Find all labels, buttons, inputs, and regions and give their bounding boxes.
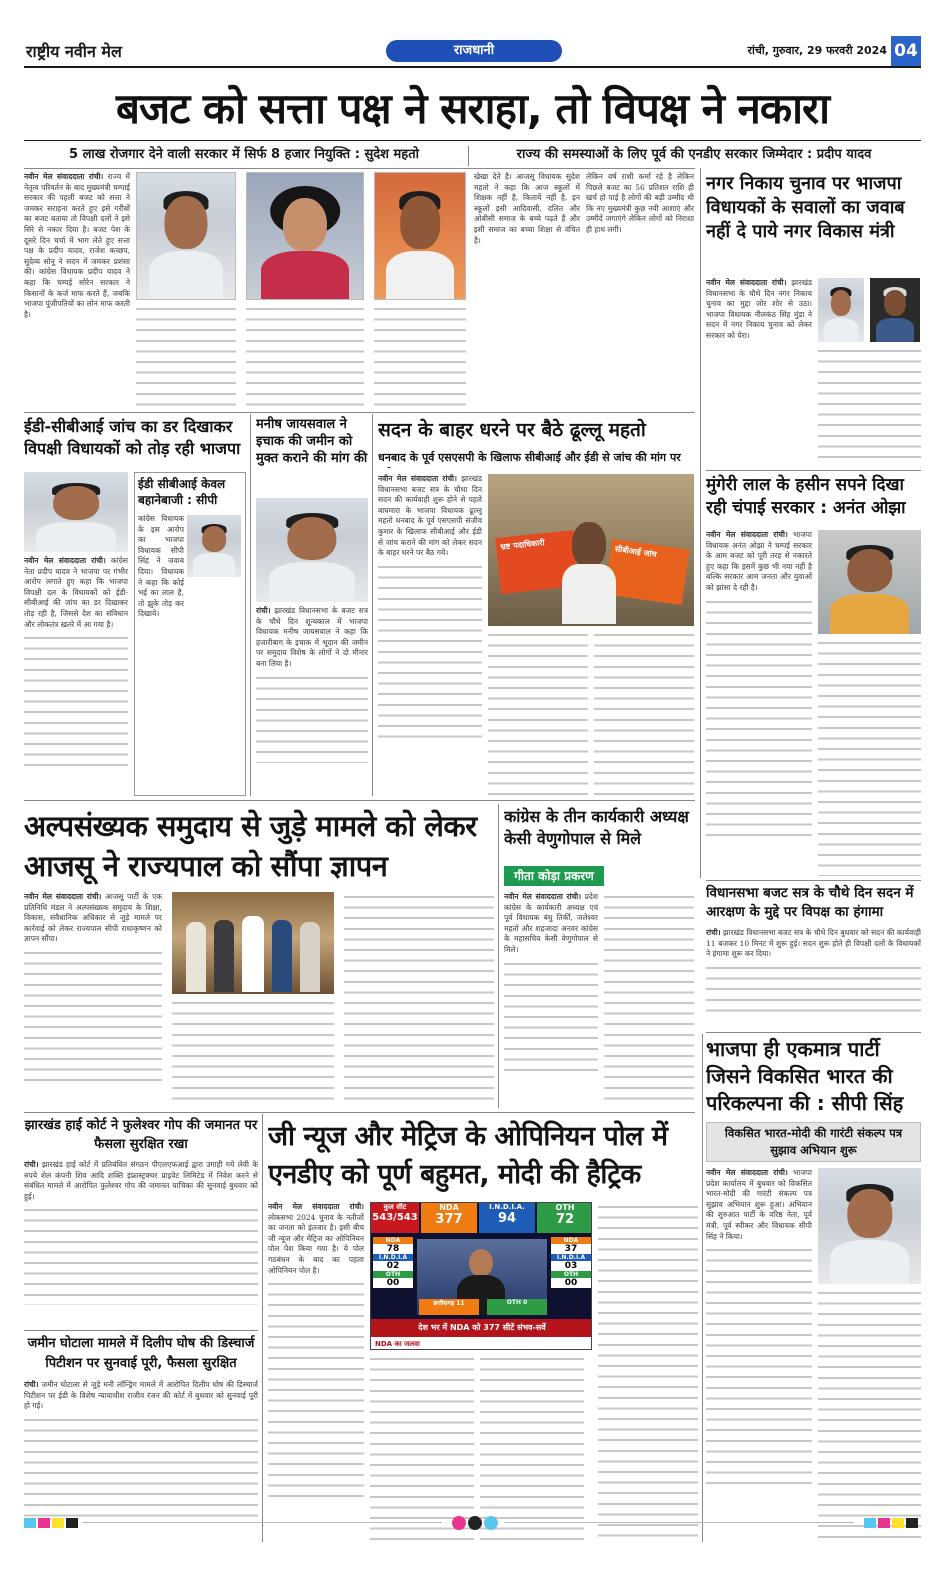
ed-body: [24, 556, 128, 796]
munger-body-2: [818, 638, 921, 876]
photo-anant-ojha: [818, 530, 921, 634]
ed-text: कांग्रेस नेता प्रदीप यादव ने भाजपा पर गंभीर आरोप लगाते हुए कहा कि भाजपा विपक्षी दल के विधायकों को ईडी-सीबीआई की जांच का डर दिखाकर तोड़ रही है, जिससे देश का संविधान और लोकतंत्र खतरे में आ गया है।: [24, 556, 128, 629]
photo-dhullu-protest: [488, 474, 694, 626]
divider: [498, 804, 499, 1108]
poll-headline: जी न्यूज और मेट्रिज के ओपिनियन पोल में एनडीए को पूर्ण बहुमत, मोदी की हैट्रिक: [268, 1121, 668, 1190]
state-seats: 03: [551, 1261, 591, 1271]
lead-headline: बजट को सत्ता पक्ष ने सराहा, तो विपक्ष ने नकारा: [115, 84, 830, 133]
nagar-body: [706, 278, 812, 466]
hc-body: [24, 1160, 258, 1326]
registration-strip: [24, 1516, 921, 1530]
congress-headline: कांग्रेस के तीन कार्यकारी अध्यक्ष केसी वेणुगोपाल से मिले: [504, 807, 689, 848]
divider: [24, 800, 695, 801]
city: रांची।: [706, 928, 721, 937]
photo-woman-legislator: [246, 172, 364, 300]
placard-right: सीबीआई जांच: [604, 539, 689, 605]
state-party: OTH: [551, 1271, 591, 1278]
ed-side-text: कांग्रेस विधायक के इस आरोप का भाजपा विधायक सीपी सिंह ने जवाब दिया। विधायक ने कहा कि कोई भई का लाल है, तो झुके तोड़ कर दिखाये।: [138, 514, 184, 619]
cp-text: भाजपा प्रदेश कार्यालय में बुधवार को विकसित भारत-मोदी की गारंटी संकल्प पत्र सुझाव अभियान शुरू हुआ। अभियान की शुरुआत पार्टी के वरिष्ठ नेता, पूर्व मंत्री, पूर्व स्पीकर और विधायक सीपी सिंह ने किया।: [706, 1168, 812, 1241]
byline: नवीन मेल संवाददाता: [504, 892, 563, 901]
minority-headline: अल्पसंख्यक समुदाय से जुड़े मामले को लेकर आजसू ने राज्यपाल को सौंपा ज्ञापन: [24, 809, 477, 883]
minority-body-3: [344, 892, 494, 1108]
oth-box: [537, 1203, 592, 1233]
byline: नवीन मेल संवाददाता: [706, 278, 768, 287]
lead-column-6: [586, 172, 694, 408]
hc-headline: झारखंड हाई कोर्ट ने फुलेश्वर गोप की जमानत पर फैसला सुरक्षित रखा: [24, 1118, 258, 1152]
mid-box-1: [419, 1299, 479, 1315]
dhullu-body-3: [594, 630, 694, 796]
minority-text: आजसू पार्टी के एक प्रतिनिधि मंडल ने अल्पसंख्यक समुदाय के शिक्षा, विकास, संवैधानिक अधिकार से जुड़े मामले पर कार्रवाई को लेकर राज्यपाल सीपी राधाकृष्णन को ज्ञापन सौंपा।: [24, 892, 162, 944]
lead-body-b: खेखा देते है। आजसू विधायक सुदेश महतो ने कहा कि आज स्कूलों में शिक्षक नहीं है, कितायें नहीं है, इन स्कूलों इसी आदिवासी, दलित और ओबीसी समाज के बच्चे पढ़ते हैं और इसी समाज का बच्चा शिक्षा से वंचित है।: [474, 172, 580, 245]
dhullu-text: झारखंड विधानसभा बजट सत्र के चौथा दिन सदन की कार्यवाही शुरू होने से पहले बाघमारा के भाजपा विधायक ढूल्लू महतो धनबाद के पूर्व एसएसपी संजीव कुमार के खिलाफ सीबीआई और ईडी से जांच कराने की मांग को लेकर सदन के बाहर धरने पर बैठ गये।: [378, 474, 482, 558]
mid-value: 11: [456, 1300, 465, 1307]
nda-value: 377: [435, 1212, 463, 1227]
congress-body: [504, 892, 598, 1108]
photo-cp-singh-2: [818, 1168, 921, 1284]
photo-neelkanth-munda: [818, 278, 864, 342]
photo-manish-jaiswal: [256, 498, 368, 602]
state-party: I.N.D.I.A: [373, 1254, 413, 1261]
minority-body: [24, 892, 162, 1108]
lead-column-1: [24, 172, 130, 408]
state-seats: 00: [373, 1278, 413, 1288]
total-seats-box: [371, 1203, 419, 1233]
city: रांची।: [349, 1202, 364, 1211]
poll-body-3: [480, 1354, 584, 1542]
state-party: NDA: [551, 1237, 591, 1244]
city: रांची।: [88, 172, 104, 181]
lead-column-4: [374, 304, 466, 408]
divider: [706, 1032, 921, 1033]
byline: नवीन मेल संवाददाता: [706, 530, 769, 539]
city: रांची।: [86, 892, 102, 901]
city: रांची।: [24, 1160, 39, 1169]
oth-label: OTH: [555, 1203, 575, 1212]
city: रांची।: [256, 606, 271, 615]
mid-value: 0: [523, 1299, 528, 1306]
byline: नवीन मेल संवाददाता: [706, 1168, 769, 1177]
manish-headline: मनीष जायसवाल ने इचाक की जमीन को मुक्त कराने की मांग की: [256, 417, 368, 466]
poll-body-4: [598, 1202, 698, 1542]
lead-body-c: लेकिन वर्ष राशी कर्मा रहे है लेकिन पिछले बजट का 56 प्रतिशत राशि ही खर्च हो पाई है लोगों की बड़ी उम्मीद थी कि नए मुख्यमंत्री कुछ नयी आशाएं और उम्मीदें जगाएंगे लेकिन लोगों को निराशा ही हाथ लगी।: [586, 172, 694, 234]
byline: नवीन मेल संवाददाता: [378, 474, 439, 483]
munger-text: भाजपा विधायक अनंत ओझा ने चम्पई सरकार के आम बजट को पूरी तरह से नकारते हुए कहा कि इसमें कुछ भी नया नहीं है बल्कि सरकार आम जनता और युवाओं को झांसा दे रही है।: [706, 530, 812, 592]
divider: [24, 1112, 695, 1113]
divider: [250, 414, 251, 796]
city: रांची।: [773, 530, 788, 539]
graphic-bar: देश भर में NDA को 377 सीटें संभव-सर्वे: [371, 1319, 592, 1337]
congress-tag: गीता कोड़ा प्रकरण: [504, 866, 604, 886]
india-box: [479, 1203, 535, 1233]
nda-box: [421, 1203, 477, 1233]
poll-text: लोकसभा 2024 चुनाव के नतीजों का जनता को इंतजार है। इसी बीच जी न्यूज और मेट्रिज का ओपिनियन पोल पेश किया गया है। ये पोल गठबंधन के बाद का पहला ओपिनियन पोल है।: [268, 1212, 364, 1275]
lead-body-a: राज्य में नेतृत्व परिवर्तन के बाद मुख्यमंत्री चम्पाई सरकार की पहली बजट को सत्ता ने जमकर सराहना करते हुए इसे गरीबों का बजट बताया तो विपक्षी दलों ने इसे सिरे से नकार दिया है। बजट पेश के दूसरे दिन चर्चा में भाग लेते हुए सत्ता पक्ष के प्रदीप यादव, राजेश कच्छप, सुदेव्य सोनू ने सदन में जमकर प्रशंसा की। कांग्रेस विधायक प्रदीप यादव ने कहा कि चम्पई सोरेन सरकार ने किसानों के कर्ज माफ करते हैं, जबकि भाजपा पूंजीपतियों का लोन माफ करती है।: [24, 172, 130, 319]
munger-headline: मुंगेरी लाल के हसीन सपने दिखा रही चंपाई सरकार : अनंत ओझा: [706, 475, 906, 518]
state-seats: 00: [551, 1278, 591, 1288]
mid-box-2: [487, 1299, 547, 1315]
cp-deck-box: [706, 1122, 921, 1162]
byline: नवीन मेल संवाददाता: [24, 556, 87, 565]
divider: [24, 140, 921, 141]
photo-sudesh-mahto: [374, 172, 466, 300]
poll-body: [268, 1202, 364, 1542]
cp-body-2: [818, 1288, 921, 1542]
congress-text: प्रदेश कांग्रेस के कार्यकारी अध्यक्ष एवं पूर्व विधायक बंधु तिर्की, जलेश्वर महतो और शहजादा अनवर कांग्रेस के महासचिव केसी वेणुगोपाल से मिले।: [504, 892, 598, 954]
state-seats: 78: [373, 1244, 413, 1254]
total-label: कुल सीट: [383, 1203, 407, 1211]
india-label: I.N.D.I.A.: [489, 1203, 525, 1211]
ed-side-headline: ईडी सीबीआई केवल बहानेबाजी : सीपी: [138, 477, 226, 507]
state-seats: 37: [551, 1244, 591, 1254]
newspaper-page: [24, 34, 921, 1544]
mid-label: छत्तीसगढ़: [433, 1300, 455, 1307]
land-text: जमीन घोटाला से जुड़े मनी लॉन्ड्रिंग मामले में आरोपित दिलीप घोष की डिस्चार्ज पिटीशन पर ईडी के विशेष न्यायाधीश राजीव रंजन की कोर्ट में बुधवार को सुनवाई पूरी हो गई।: [24, 1380, 258, 1411]
cp-body: [706, 1168, 812, 1542]
section-badge: राजधानी: [386, 40, 562, 62]
divider: [24, 168, 695, 169]
lead-column-2: [136, 304, 236, 408]
state-party: I.N.D.I.A: [551, 1254, 591, 1261]
city: रांची।: [91, 556, 106, 565]
manish-text: झारखंड विधानसभा के बजट सत्र के चौथे दिन शून्यकाल में भाजपा विधायक मनीष जायसवाल ने कहा कि हजारीबाग के इचाक में भूदान की जमीन पर समुदाय विशेष के लोगों ने दो मीनार बना लिया है।: [256, 606, 368, 668]
cp-deck: विकसित भारत-मोदी की गारंटी संकल्प पत्र सुझाव अभियान शुरू: [724, 1126, 903, 1157]
lead-subhead-right: राज्य की समस्याओं के लिए पूर्व की एनडीए सरकार जिम्मेदार : प्रदीप यादव: [516, 147, 872, 162]
vidhan-body: [706, 928, 921, 1028]
divider: [468, 146, 469, 166]
total-value: 543/543: [372, 1212, 418, 1223]
state-table-left: [373, 1237, 413, 1288]
lead-subhead-left: 5 लाख रोजगार देने वाली सरकार में सिर्फ 8 हजार नियुक्ति : सुदेश महतो: [69, 147, 419, 162]
placard-left: भ्रष्ट पदाधिकारी: [495, 530, 578, 594]
poll-graphic: [370, 1202, 592, 1350]
photo-ajsu-delegation: [172, 892, 334, 994]
city: रांची।: [771, 278, 787, 287]
graphic-ticker: NDA का जलवा: [371, 1337, 592, 1350]
divider: [24, 1330, 258, 1331]
divider: [262, 1114, 263, 1542]
hc-text: झारखंड हाई कोर्ट में प्रतिबंधित संगठन पीएलएफआई द्वारा उगाही गये लेवी के रुपये शेल कंपनी शिव आदि शक्ति इंफ्रास्ट्रक्चर प्राइवेट लिमिटेड में निवेश करने से संबंधित मामले में आरोपित फुलेश्वर गोप की जमानत याचिका की सुनवाई बुधवार को हुई।: [24, 1160, 258, 1201]
vidhan-text: झारखंड विधानसभा बजट सत्र के चौथे दिन बुधवार को सदन की कार्यवाही 11 बजकर 10 मिनट में शुरू हुई। सदन शुरू होते ही विपक्षी दलों के विधायकों ने हंगामा शुरू कर दिया।: [706, 928, 921, 959]
nagar-headline: नगर निकाय चुनाव पर भाजपा विधायकों के सवालों का जवाब नहीं दे पाये नगर विकास मंत्री: [706, 173, 905, 242]
manish-body: [256, 606, 368, 796]
photo-minister: [870, 278, 920, 342]
nagar-text: झारखंड विधानसभा के चौथे दिन नगर निकाय चुनाव का मुद्दा जोर शोर से उठा। भाजपा विधायक नीलकंठ सिंह मुंडा ने सदन में नगर निकाय चुनाव को लेकर सरकार को घेरा।: [706, 278, 812, 340]
dateline: रांची, गुरुवार, 29 फरवरी 2024: [747, 44, 887, 57]
dhullu-body-2: [488, 630, 588, 796]
page-number: 04: [891, 36, 921, 66]
munger-body: [706, 530, 812, 876]
photo-cp-singh: [187, 515, 241, 577]
nagar-body-2: [818, 346, 921, 466]
lead-column-5: [474, 172, 580, 408]
land-headline: जमीन घोटाला मामले में दिलीप घोष की डिस्चार्ज पिटीशन पर सुनवाई पूरी, फैसला सुरक्षित: [27, 1336, 255, 1371]
nda-label: NDA: [439, 1203, 459, 1212]
vidhan-headline: विधानसभा बजट सत्र के चौथे दिन सदन में आरक्षण के मुद्दे पर विपक्ष का हंगामा: [706, 885, 914, 920]
cp-headline: भाजपा ही एकमात्र पार्टी जिसने विकसित भारत की परिकल्पना की : सीपी सिंह: [706, 1037, 904, 1115]
divider: [706, 470, 921, 471]
lead-column-3: [246, 304, 364, 408]
city: रांची।: [442, 474, 457, 483]
oth-value: 72: [555, 1212, 575, 1227]
india-value: 94: [497, 1211, 517, 1226]
city: रांची।: [566, 892, 582, 901]
poll-body-2: [370, 1354, 474, 1542]
byline: नवीन मेल संवाददाता: [24, 172, 85, 181]
divider: [372, 414, 373, 796]
city: रांची।: [24, 1380, 39, 1389]
divider: [24, 412, 695, 413]
photo-pradeep-yadav-2: [24, 472, 128, 552]
state-seats: 02: [373, 1261, 413, 1271]
minority-body-2: [172, 998, 334, 1108]
state-party: OTH: [373, 1271, 413, 1278]
masthead: [24, 34, 921, 68]
paper-name: राष्ट्रीय नवीन मेल: [26, 42, 122, 61]
byline: नवीन मेल संवाददाता: [268, 1202, 340, 1211]
photo-pradeep-yadav: [136, 172, 236, 300]
mid-label: OTH: [506, 1299, 521, 1306]
divider: [702, 1034, 703, 1542]
divider: [700, 168, 701, 878]
congress-body-2: [604, 892, 694, 1108]
dhullu-headline: सदन के बाहर धरने पर बैठे ढूल्लू महतो: [378, 419, 646, 441]
city: रांची।: [773, 1168, 788, 1177]
state-table-right: [551, 1237, 591, 1288]
state-party: NDA: [373, 1237, 413, 1244]
dhullu-deck: धनबाद के पूर्व एसएसपी के खिलाफ सीबीआई और ईडी से जांच की मांग पर: [378, 451, 681, 464]
byline: नवीन मेल संवाददाता: [24, 892, 84, 901]
ed-sidebar-box: [134, 472, 246, 796]
divider: [706, 880, 921, 881]
dhullu-body: [378, 474, 482, 796]
ed-headline: ईडी-सीबीआई जांच का डर दिखाकर विपक्षी विधायकों को तोड़ रही भाजपा: [24, 417, 241, 458]
